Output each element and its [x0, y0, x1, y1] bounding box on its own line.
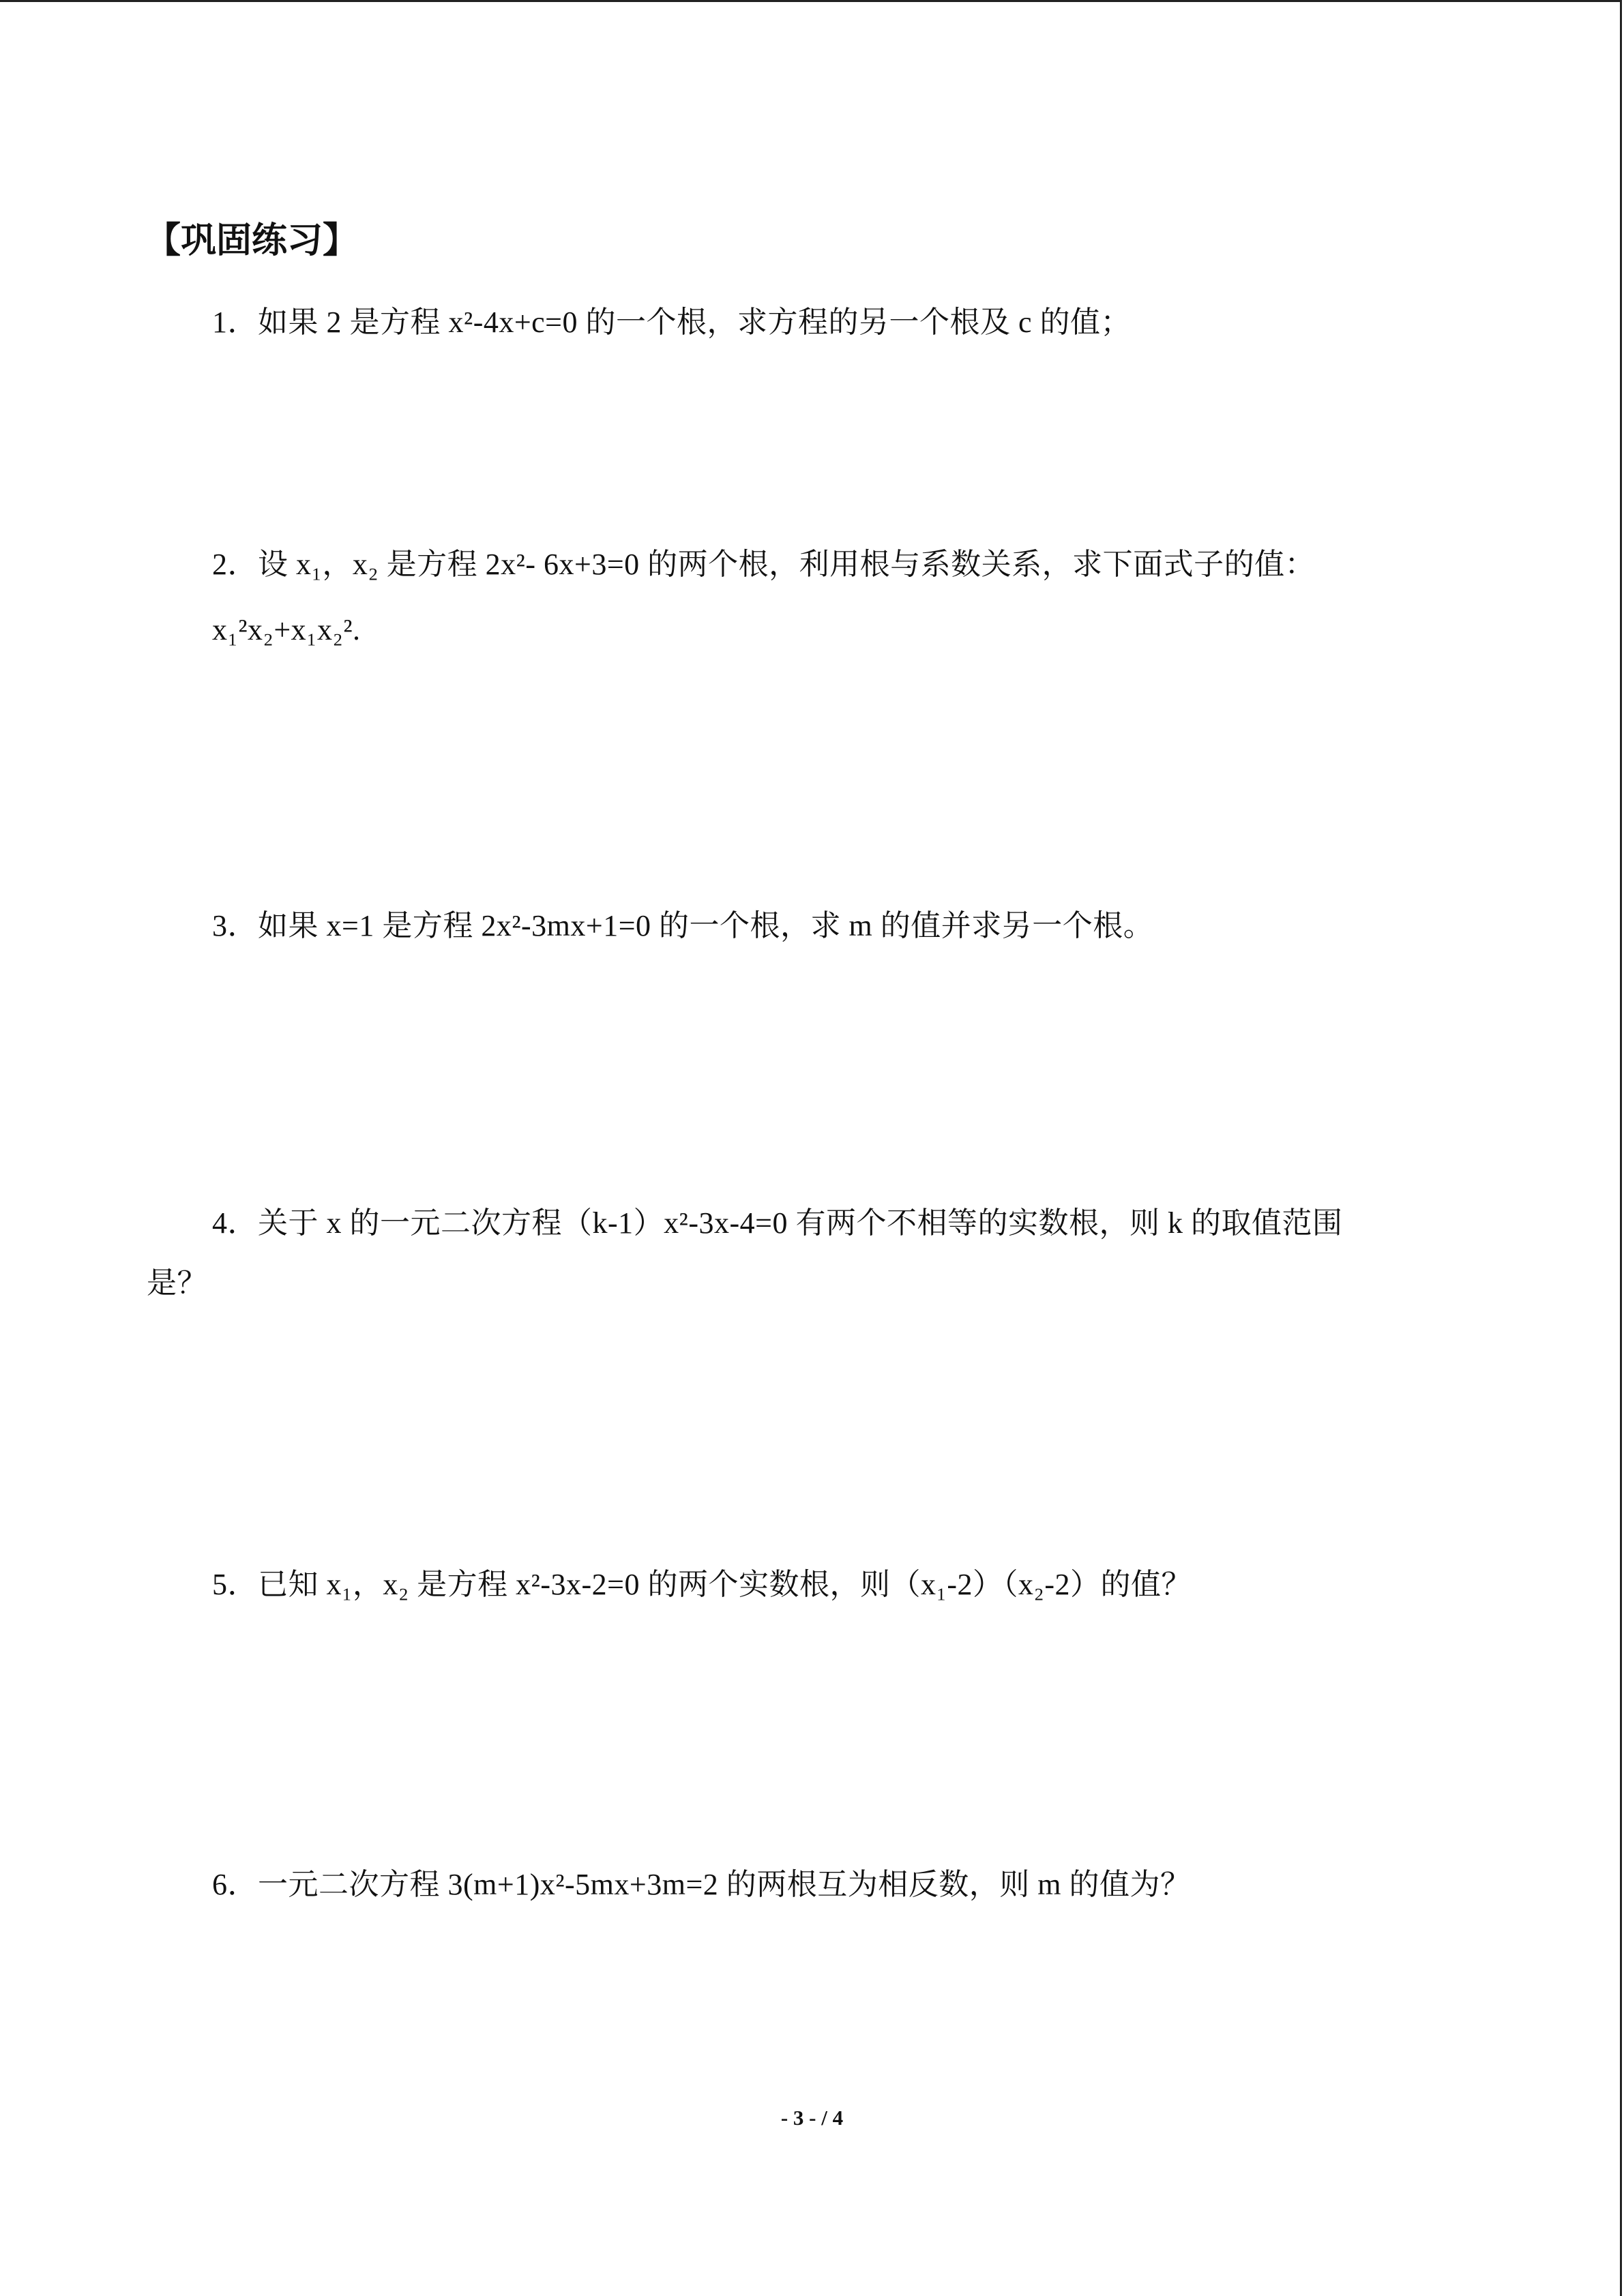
question-4-continuation: 是？: [147, 1266, 207, 1300]
question-2-expression: x₁²x₂+x₁x₂².: [212, 613, 361, 646]
section-heading: 【巩固练习】: [145, 220, 359, 261]
question-6: 6．一元二次方程 3(m+1)x²-5mx+3m=2 的两根互为相反数，则 m 的值为？: [212, 1868, 1191, 1901]
question-5: 5．已知 x₁，x₂ 是方程 x²-3x-2=0 的两个实数根，则（x₁-2）（x₂-2）的值？: [212, 1568, 1192, 1601]
page-number: - 3 - / 4: [780, 2106, 844, 2130]
question-3: 3．如果 x=1 是方程 2x²-3mx+1=0 的一个根，求 m 的值并求另一个根。: [212, 909, 1154, 942]
question-2: 2．设 x₁，x₂ 是方程 2x²- 6x+3=0 的两个根，利用根与系数关系，求下面式子的值：: [212, 548, 1316, 581]
question-4: 4．关于 x 的一元二次方程（k-1）x²-3x-4=0 有两个不相等的实数根，则 k 的取值范围: [212, 1206, 1343, 1240]
question-1: 1．如果 2 是方程 x²-4x+c=0 的一个根，求方程的另一个根及 c 的值；: [212, 305, 1132, 339]
